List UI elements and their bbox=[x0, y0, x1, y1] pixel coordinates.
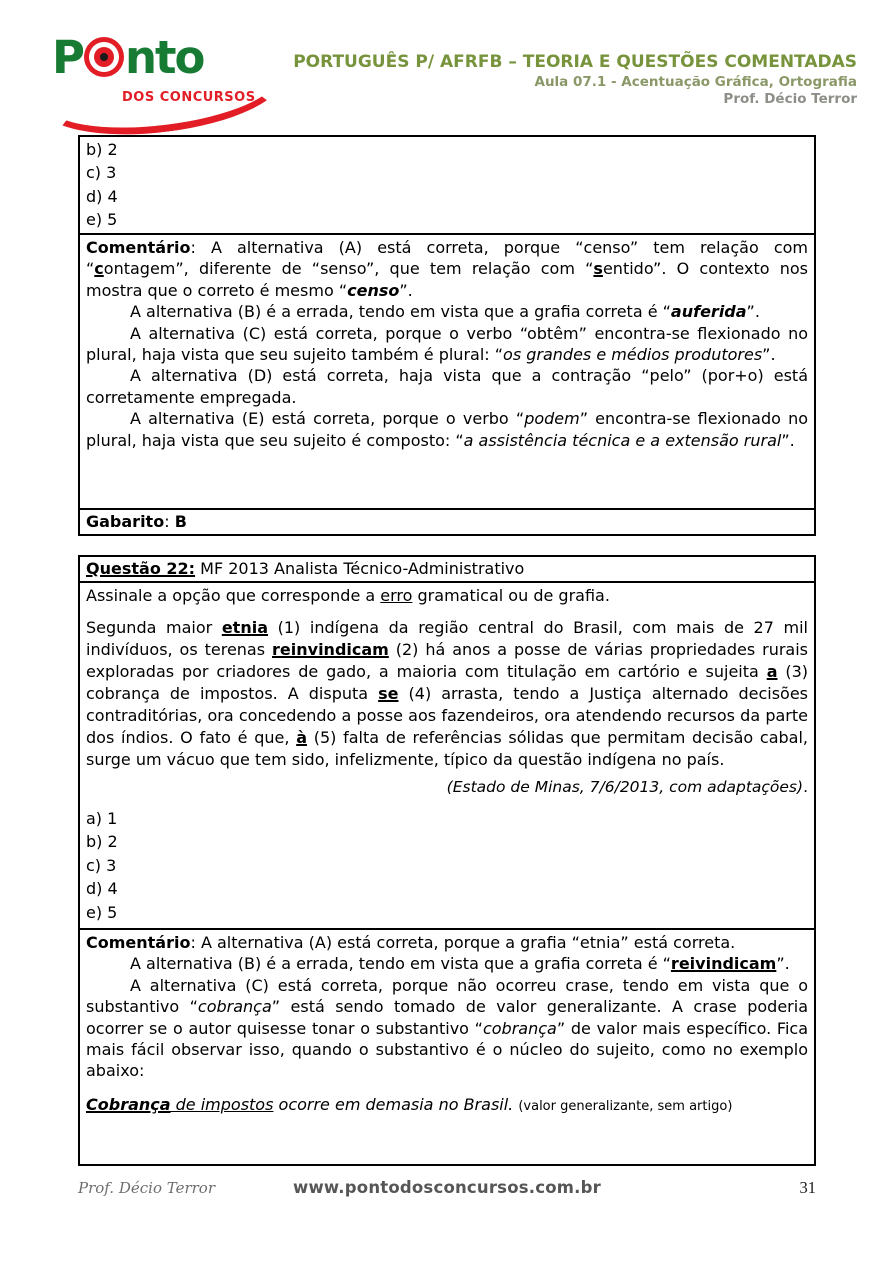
logo bbox=[52, 31, 256, 114]
commentary-paragraph: Comentário: A alternativa (A) está correta, porque a grafia “etnia” está correta. bbox=[86, 933, 736, 952]
footer-author: Prof. Décio Terror bbox=[78, 1179, 216, 1197]
reading-passage: Segunda maior etnia (1) indígena da região central do Brasil, com mais de 27 mil indivíduos, os terenas reinvindicam (2) há anos a posse de várias propriedades rurais exploradas por criadores de gado, a maioria com titulação em cartório e sujeita a (3) cobrança de impostos. A disputa se (4) arrasta, tendo a Justiça alternado decisões contraditórias, ora concedendo a posse aos fazendeiros, ora atendendo recursos da parte dos índios. O fato é que, à (5) falta de referências sólidas que permitam decisão cabal, surge um vácuo que tem sido, infelizmente, típico da questão indígena no país. bbox=[86, 618, 809, 769]
option-item: c) 3 bbox=[86, 855, 117, 875]
logo-text-nto: nto bbox=[124, 31, 204, 84]
commentary-paragraph: A alternativa (D) está correta, haja vista que a contração “pelo” (por+o) está corretamente empregada. bbox=[86, 366, 808, 407]
option-item: e) 5 bbox=[86, 902, 118, 922]
commentary-paragraph: A alternativa (B) é a errada, tendo em vista que a grafia correta é “reivindicam”. bbox=[130, 954, 790, 974]
lesson-subtitle: Aula 07.1 - Acentuação Gráfica, Ortografia bbox=[534, 74, 857, 90]
answer-options-list bbox=[86, 807, 808, 924]
logo-subtitle: DOS CONCURSOS bbox=[122, 90, 256, 105]
logo-target-icon bbox=[84, 37, 124, 77]
question-22-block bbox=[78, 555, 816, 1166]
page-footer bbox=[78, 1178, 816, 1198]
commentary-paragraph: A alternativa (C) está correta, porque o verbo “obtêm” encontra-se flexionado no plural, haja vista que seu sujeito também é plural: “os grandes e médios produtores”. bbox=[86, 323, 808, 365]
commentary-paragraph: Comentário: A alternativa (A) está correta, porque “censo” tem relação com “contagem”, diferente de “senso”, que tem relação com “sentido”. O contexto nos mostra que o correto é mesmo “censo”. bbox=[86, 238, 808, 300]
source-citation: (Estado de Minas, 7/6/2013, com adaptações). bbox=[446, 778, 808, 796]
header-titles bbox=[293, 52, 857, 108]
footer-page-number: 31 bbox=[799, 1178, 816, 1197]
answer-key-row: Gabarito: B bbox=[80, 508, 814, 534]
commentary-paragraph: A alternativa (E) está correta, porque o verbo “podem” encontra-se flexionado no plural, haja vista que seu sujeito é composto: “a assistência técnica e a extensão rural”. bbox=[86, 409, 809, 450]
option-item: e) 5 bbox=[86, 210, 118, 230]
question-header: Questão 22: MF 2013 Analista Técnico-Administrativo bbox=[86, 559, 525, 578]
example-sentence: Cobrança de impostos ocorre em demasia no Brasil. (valor generalizante, sem artigo) bbox=[86, 1094, 733, 1114]
question-statement: Assinale a opção que corresponde a erro gramatical ou de grafia. bbox=[86, 586, 610, 605]
answer-options-list bbox=[80, 137, 814, 233]
option-item: b) 2 bbox=[86, 832, 118, 852]
option-item: a) 1 bbox=[86, 809, 118, 828]
option-item: d) 4 bbox=[86, 879, 118, 899]
course-title: PORTUGUÊS P/ AFRFB – TEORIA E QUESTÕES COMENTADAS bbox=[293, 52, 857, 72]
professor-name: Prof. Décio Terror bbox=[723, 91, 857, 107]
question-body bbox=[80, 581, 814, 928]
commentary-paragraph: A alternativa (C) está correta, porque não ocorreu crase, tendo em vista que o substantivo “cobrança” está sendo tomado de valor generalizante. A crase poderia ocorrer se o autor quisesse tonar o substantivo “cobrança” de valor mais específico. Fica mais fácil observar isso, quando o substantivo é o núcleo do sujeito, como no exemplo abaixo: bbox=[86, 975, 809, 1081]
option-item: d) 4 bbox=[86, 186, 118, 206]
option-item: c) 3 bbox=[86, 163, 117, 183]
commentary-paragraph: A alternativa (B) é a errada, tendo em vista que a grafia correta é “auferida”. bbox=[130, 302, 760, 322]
commentary-section bbox=[80, 233, 814, 508]
option-item: b) 2 bbox=[86, 140, 118, 159]
logo-text-p: P bbox=[52, 31, 83, 84]
logo-wordmark bbox=[52, 31, 252, 84]
commentary-section bbox=[80, 928, 814, 1164]
question-21-block bbox=[78, 135, 816, 536]
footer-website: www.pontodosconcursos.com.br bbox=[293, 1178, 601, 1197]
